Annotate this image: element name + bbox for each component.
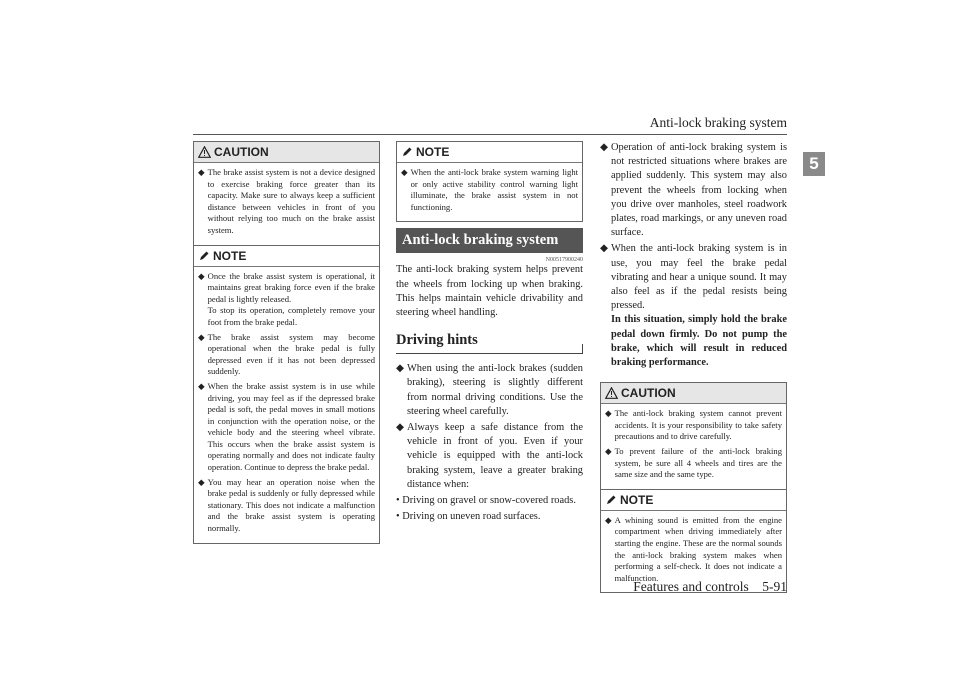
note-box	[396, 141, 583, 222]
body-text-bold: In this situation, simply hold the brake pedal down firmly. Do not pump the brake, which will result in reduced braking performance.	[611, 314, 787, 369]
diamond-bullet-icon: ◆	[600, 142, 608, 153]
diamond-bullet-icon: ◆	[198, 331, 205, 342]
page-footer: Features and controls 5-91	[633, 579, 787, 594]
caution-header	[194, 142, 379, 163]
note-pencil-icon	[401, 146, 413, 158]
body-text: Operation of anti-lock braking system is not restricted situations where brakes are applied suddenly. This system may also prevent the wheels from locking when you drive over manholes, steel roadwork plates, road markings, or any uneven road surface.	[611, 142, 787, 239]
diamond-bullet-icon: ◆	[198, 380, 205, 391]
caution-label: CAUTION	[621, 386, 676, 401]
note-text: A whining sound is emitted from the engine compartment when driving immediately after starting the engine. These are the normal sounds the anti-lock braking system makes when performing a self-check. It does not indicate a malfunction.	[614, 514, 782, 583]
dash-item: • Driving on gravel or snow-covered roads.	[396, 495, 576, 507]
note-label: NOTE	[620, 492, 654, 507]
caution-header	[601, 383, 786, 404]
body-text: When using the anti-lock brakes (sudden braking), steering is slightly different from normal driving conditions. Use the steering wheel carefully.	[407, 363, 583, 417]
diamond-bullet-icon: ◆	[605, 514, 612, 525]
caution-text: To prevent failure of the anti-lock braking system, be sure all 4 wheels and tires are the same size and the same type.	[614, 446, 782, 480]
body-text: Always keep a safe distance from the vehicle in front of you. Even if your vehicle is equipped with the anti-lock braking system, leave a greater braking distance when:	[407, 422, 583, 490]
caution-box	[193, 141, 380, 246]
chapter-tab: 5	[803, 152, 825, 176]
diamond-bullet-icon: ◆	[605, 408, 612, 419]
body-text: When the anti-lock braking system is in use, you may feel the brake pedal vibrating and hear a unique sound. It may also feel as if the pedal resists being pressed.	[611, 243, 787, 312]
column-right	[600, 141, 787, 593]
note-text: The brake assist system may become operational when the brake pedal is fully depressed even if it has not been depressed suddenly.	[207, 331, 375, 377]
section-code: N00517900240	[545, 257, 583, 264]
caution-text: The anti-lock braking system cannot prevent accidents. It is your responsibility to take safety precautions and to drive carefully.	[614, 408, 782, 442]
diamond-bullet-icon: ◆	[600, 243, 608, 255]
note-pencil-icon	[605, 494, 617, 506]
note-text: When the brake assist system is in use while driving, you may feel as if the depressed brake pedal is soft, the pedal moves in small motions in conjunction with the operation noise, or the vehicle body and the steering wheel vibrate. This occurs when the brake assist system is operating normally and does not indicate faulty operation. Continue to depress the brake pedal.	[207, 380, 375, 473]
note-text: You may hear an operation noise when the brake pedal is suddenly or fully depressed while stationary. This does not indicate a malfunction and the brake assist system is operating normally.	[207, 476, 375, 534]
intro-text: The anti-lock braking system helps prevent the wheels from locking up when braking. This helps maintain vehicle drivability and steering wheel handling.	[396, 264, 583, 318]
page-header-title: Anti-lock braking system	[649, 115, 787, 130]
note-header	[194, 246, 379, 267]
diamond-bullet-icon: ◆	[396, 363, 404, 375]
section-title: Anti-lock braking system	[396, 228, 583, 253]
column-left	[193, 141, 380, 544]
warning-triangle-icon	[605, 387, 618, 399]
note-label: NOTE	[416, 145, 450, 159]
note-header	[397, 142, 582, 163]
note-label: NOTE	[213, 248, 247, 263]
dash-item: • Driving on uneven road surfaces.	[396, 511, 541, 523]
header-rule	[193, 134, 787, 135]
caution-label: CAUTION	[214, 145, 269, 159]
note-text: When the anti-lock brake system warning light or only active stability control warning light illuminate, the brake assist system in not functioning.	[410, 167, 578, 212]
note-text: To stop its operation, completely remove your foot from the brake pedal.	[207, 305, 375, 327]
subheading: Driving hints	[396, 328, 583, 354]
caution-text: The brake assist system is not a device designed to exercise braking force greater than its capacity. Make sure to always keep a sufficient distance between vehicles in front of you without relying too much on the brake assist system.	[207, 167, 375, 235]
column-middle	[396, 141, 583, 526]
note-box	[600, 490, 787, 594]
note-box	[193, 246, 380, 544]
diamond-bullet-icon: ◆	[198, 476, 205, 487]
note-pencil-icon	[198, 250, 210, 262]
diamond-bullet-icon: ◆	[396, 422, 404, 433]
diamond-bullet-icon: ◆	[605, 446, 612, 457]
caution-box	[600, 382, 787, 490]
note-header	[601, 490, 786, 511]
diamond-bullet-icon: ◆	[198, 270, 205, 281]
note-text: Once the brake assist system is operational, it maintains great braking force even if the brake pedal is lightly released.	[207, 270, 375, 304]
diamond-bullet-icon: ◆	[198, 167, 205, 177]
diamond-bullet-icon: ◆	[401, 167, 408, 177]
warning-triangle-icon	[198, 146, 211, 158]
